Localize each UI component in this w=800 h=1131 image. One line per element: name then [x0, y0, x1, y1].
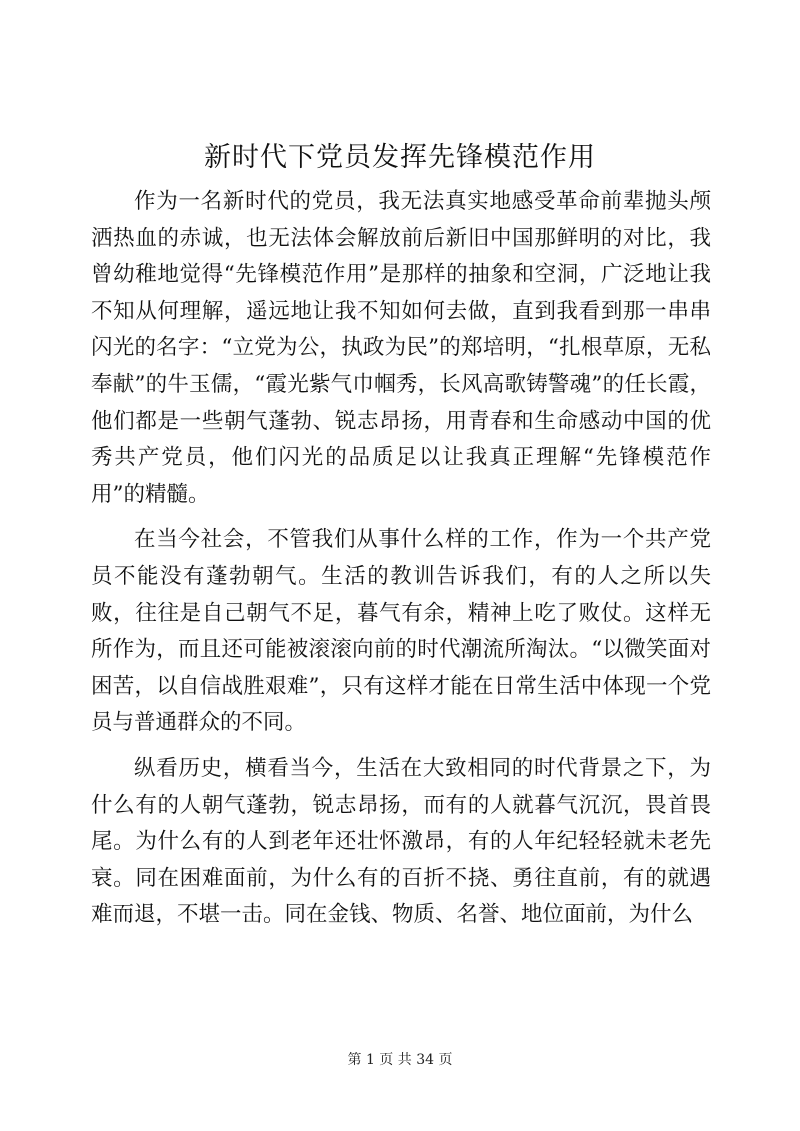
- document-body: [91, 184, 711, 943]
- document-title: 新时代下党员发挥先锋模范作用: [204, 142, 596, 173]
- paragraph-1: 作为一名新时代的党员，我无法真实地感受革命前辈抛头颅洒热血的赤诚，也无法体会解放前后新旧中国那鲜明的对比，我曾幼稚地觉得“先锋模范作用”是那样的抽象和空洞，广泛地让我不知从何理解，遥远地让我不知如何去做，直到我看到那一串串闪光的名字：“立党为公，执政为民”的郑培明，“扎根草原，无私奉献”的牛玉儒，“霞光紫气巾帼秀，长风高歌铸警魂”的任长霞，他们都是一些朝气蓬勃、锐志昂扬，用青春和生命感动中国的优秀共产党员，他们闪光的品质足以让我真正理解“先锋模范作用”的精髓。: [91, 189, 711, 507]
- paragraph-2: 在当今社会，不管我们从事什么样的工作，作为一个共产党员不能没有蓬勃朝气。生活的教训告诉我们，有的人之所以失败，往往是自己朝气不足，暮气有余，精神上吃了败仗。这样无所作为，而且还可能被滚滚向前的时代潮流所淘汰。“以微笑面对困苦，以自信战胜艰难”，只有这样才能在日常生活中体现一个党员与普通群众的不同。: [91, 527, 711, 736]
- page-number-footer: 第 1 页 共 34 页: [347, 1052, 453, 1068]
- paragraph-3: 纵看历史，横看当今，生活在大致相同的时代背景之下，为什么有的人朝气蓬勃，锐志昂扬，而有的人就暮气沉沉，畏首畏尾。为什么有的人到老年还壮怀激昂，有的人年纪轻轻就未老先衰。同在困难面前，为什么有的百折不挠、勇往直前，有的就遇难而退，不堪一击。同在金钱、物质、名誉、地位面前，为什么: [91, 755, 711, 928]
